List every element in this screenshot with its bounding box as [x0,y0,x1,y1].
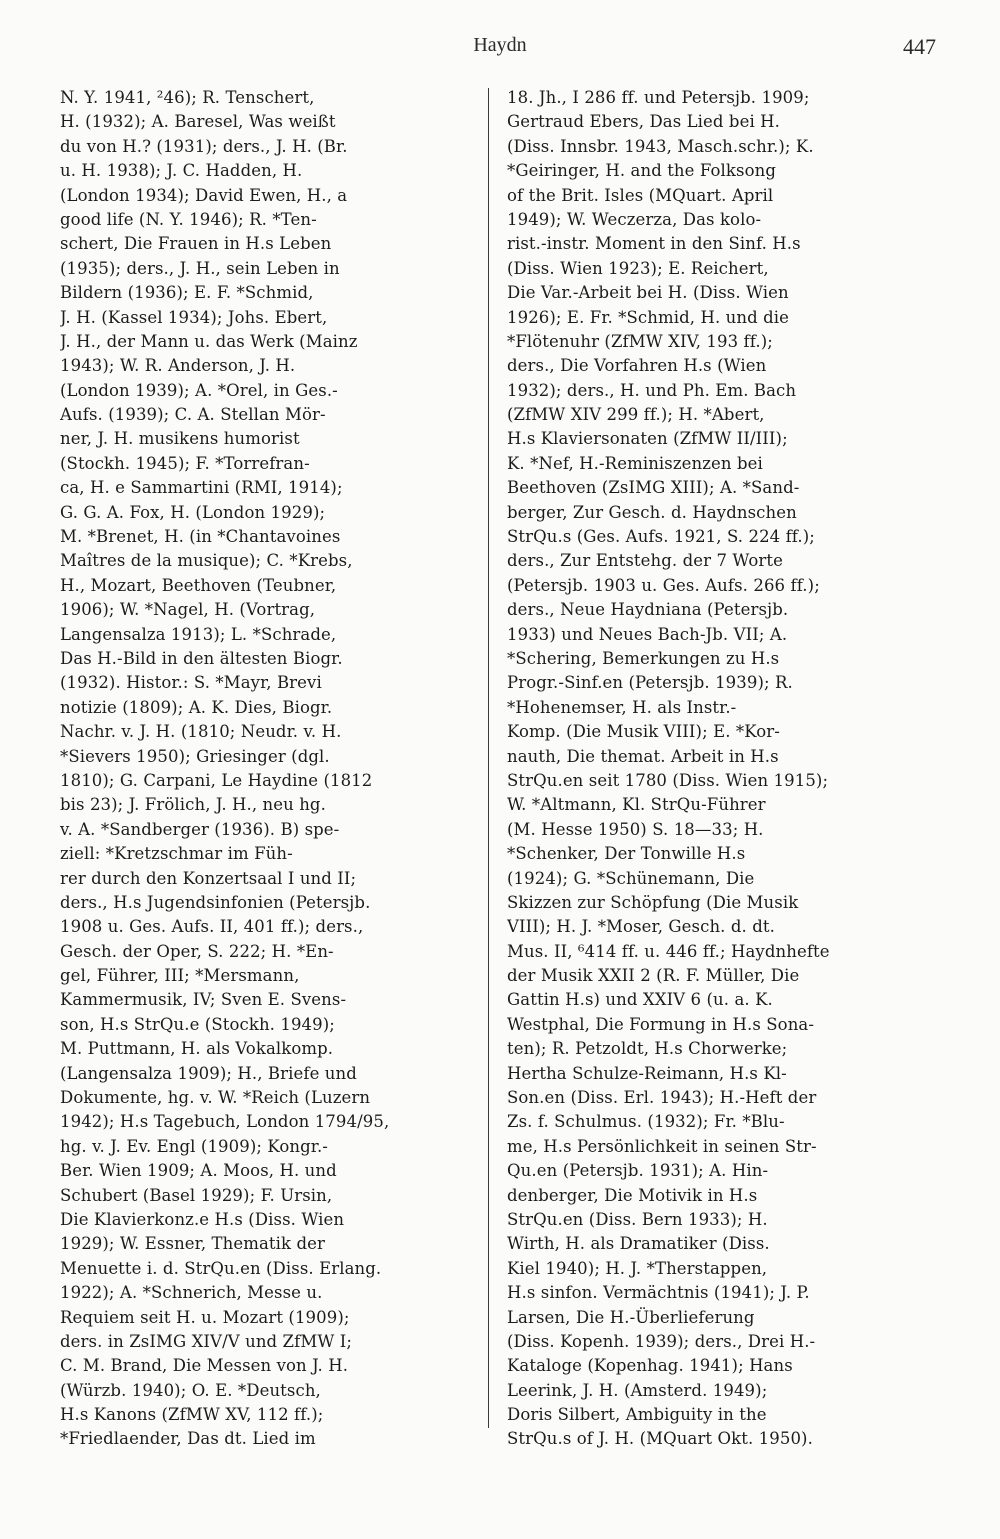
text-line: denberger, Die Motivik in H.s [507,1185,758,1205]
text-line: me, H.s Persönlichkeit in seinen Str- [507,1136,817,1156]
text-line: Kataloge (Kopenhag. 1941); Hans [507,1356,793,1376]
text-line: hg. v. J. Ev. Engl (1909); Kongr.- [60,1136,328,1156]
text-line: nauth, Die themat. Arbeit in H.s [507,746,779,766]
text-line: bis 23); J. Frölich, J. H., neu hg. [60,795,326,815]
text-line: Mus. II, ⁶414 ff. u. 446 ff.; Haydnhefte [507,941,830,961]
text-line: (Diss. Kopenh. 1939); ders., Drei H.- [507,1331,816,1351]
text-line: ders., H.s Jugendsinfonien (Petersjb. [60,892,371,912]
text-line: ders., Neue Haydniana (Petersjb. [507,600,789,620]
text-line: Kammermusik, IV; Sven E. Svens- [60,990,347,1010]
text-line: *Schering, Bemerkungen zu H.s [507,648,780,668]
text-line: VIII); H. J. *Moser, Gesch. d. dt. [507,917,775,937]
text-line: H. (1932); A. Baresel, Was weißt [60,112,336,132]
text-line: notizie (1809); A. K. Dies, Biogr. [60,697,333,717]
text-line: StrQu.s (Ges. Aufs. 1921, S. 224 ff.); [507,527,815,547]
text-line: N. Y. 1941, ²46); R. Tenschert, [60,88,315,107]
running-header: Haydn [473,34,527,56]
text-line: C. M. Brand, Die Messen von J. H. [60,1356,349,1376]
text-line: Doris Silbert, Ambiguity in the [507,1405,767,1425]
text-line: (ZfMW XIV 299 ff.); H. *Abert, [507,405,765,425]
text-line: H.s Kanons (ZfMW XV, 112 ff.); [60,1405,324,1425]
text-line: ders. in ZsIMG XIV/V und ZfMW I; [60,1331,352,1351]
text-line: (1924); G. *Schünemann, Die [507,868,755,888]
text-line: Zs. f. Schulmus. (1932); Fr. *Blu- [507,1112,785,1132]
text-line: (Würzb. 1940); O. E. *Deutsch, [60,1380,321,1400]
right-column [507,86,920,1452]
text-line: Bildern (1936); E. F. *Schmid, [60,283,314,303]
text-line: (1935); ders., J. H., sein Leben in [60,258,340,278]
text-line: of the Brit. Isles (MQuart. April [507,185,774,205]
text-line: Die Var.-Arbeit bei H. (Diss. Wien [507,283,789,303]
text-line: 1942); H.s Tagebuch, London 1794/95, [60,1112,390,1132]
text-line: ner, J. H. musikens humorist [60,429,300,449]
page-number: 447 [903,34,936,59]
text-line: 1922); A. *Schnerich, Messe u. [60,1283,323,1303]
text-line: Komp. (Die Musik VIII); E. *Kor- [507,722,780,742]
text-line: gel, Führer, III; *Mersmann, [60,966,300,986]
text-line: Larsen, Die H.-Überlieferung [507,1307,755,1327]
text-line: Langensalza 1913); L. *Schrade, [60,624,337,644]
left-column [60,86,473,1452]
text-line: Gesch. der Oper, S. 222; H. *En- [60,941,334,961]
text-line: Nachr. v. J. H. (1810; Neudr. v. H. [60,722,342,742]
text-line: H.s sinfon. Vermächtnis (1941); J. P. [507,1283,810,1303]
text-line: schert, Die Frauen in H.s Leben [60,234,332,254]
text-line: 1933) und Neues Bach-Jb. VII; A. [507,624,788,644]
text-line: ders., Zur Entstehg. der 7 Worte [507,551,783,571]
text-line: *Geiringer, H. and the Folksong [507,161,777,181]
text-line: 1926); E. Fr. *Schmid, H. und die [507,307,790,327]
text-line: M. Puttmann, H. als Vokalkomp. [60,1039,334,1059]
text-line: Son.en (Diss. Erl. 1943); H.-Heft der [507,1088,817,1108]
text-line: (1932). Histor.: S. *Mayr, Brevi [60,673,322,693]
text-line: son, H.s StrQu.e (Stockh. 1949); [60,1014,335,1034]
text-line: Qu.en (Petersjb. 1931); A. Hin- [507,1161,769,1181]
text-line: Das H.-Bild in den ältesten Biogr. [60,648,343,668]
text-line: 1932); ders., H. und Ph. Em. Bach [507,380,797,400]
text-line: 1929); W. Essner, Thematik der [60,1234,325,1254]
text-line: *Friedlaender, Das dt. Lied im [60,1429,316,1449]
text-line: *Flötenuhr (ZfMW XIV, 193 ff.); [507,331,773,351]
text-line: Ber. Wien 1909; A. Moos, H. und [60,1161,337,1181]
text-line: StrQu.en (Diss. Bern 1933); H. [507,1209,768,1229]
text-line: 1908 u. Ges. Aufs. II, 401 ff.); ders., [60,917,364,937]
text-line: 1949); W. Weczerza, Das kolo- [507,209,762,229]
text-line: 1943); W. R. Anderson, J. H. [60,356,296,376]
text-line: W. *Altmann, Kl. StrQu-Führer [507,795,766,815]
text-line: Leerink, J. H. (Amsterd. 1949); [507,1380,768,1400]
text-line: H., Mozart, Beethoven (Teubner, [60,575,337,595]
text-line: (Diss. Wien 1923); E. Reichert, [507,258,769,278]
text-line: rer durch den Konzertsaal I und II; [60,868,357,888]
text-line: *Sievers 1950); Griesinger (dgl. [60,746,330,766]
text-line: StrQu.s of J. H. (MQuart Okt. 1950). [507,1429,813,1449]
text-line: Aufs. (1939); C. A. Stellan Mör- [60,405,326,425]
text-line: M. *Brenet, H. (in *Chantavoines [60,527,341,547]
text-line: *Schenker, Der Tonwille H.s [507,844,746,864]
text-line: v. A. *Sandberger (1936). B) spe- [60,819,340,839]
text-line: Progr.-Sinf.en (Petersjb. 1939); R. [507,673,793,693]
text-line: G. G. A. Fox, H. (London 1929); [60,502,326,522]
text-line: (Petersjb. 1903 u. Ges. Aufs. 266 ff.); [507,575,820,595]
text-line: Schubert (Basel 1929); F. Ursin, [60,1185,333,1205]
text-line: Skizzen zur Schöpfung (Die Musik [507,892,799,912]
text-line: Die Klavierkonz.e H.s (Diss. Wien [60,1209,345,1229]
text-line: Gertraud Ebers, Das Lied bei H. [507,112,781,132]
column-divider [488,88,489,1428]
text-line: Gattin H.s) und XXIV 6 (u. a. K. [507,990,773,1010]
text-line: berger, Zur Gesch. d. Haydnschen [507,502,797,522]
text-line: H.s Klaviersonaten (ZfMW II/III); [507,429,788,449]
text-line: 1906); W. *Nagel, H. (Vortrag, [60,600,316,620]
text-line: ca, H. e Sammartini (RMI, 1914); [60,478,343,498]
text-line: 1810); G. Carpani, Le Haydine (1812 [60,770,373,790]
text-line: der Musik XXII 2 (R. F. Müller, Die [507,966,800,986]
text-line: Westphal, Die Formung in H.s Sona- [507,1014,815,1034]
text-line: *Hohenemser, H. als Instr.- [507,697,737,717]
text-line: (Langensalza 1909); H., Briefe und [60,1063,357,1083]
text-line: K. *Nef, H.-Reminiszenzen bei [507,453,763,473]
text-line: ziell: *Kretzschmar im Füh- [60,844,293,864]
text-line: Beethoven (ZsIMG XIII); A. *Sand- [507,478,800,498]
text-line: (London 1934); David Ewen, H., a [60,185,348,205]
text-line: du von H.? (1931); ders., J. H. (Br. [60,136,348,156]
text-line: Wirth, H. als Dramatiker (Diss. [507,1234,770,1254]
text-line: J. H. (Kassel 1934); Johs. Ebert, [60,307,328,327]
text-line: ten); R. Petzoldt, H.s Chorwerke; [507,1039,788,1059]
text-line: Menuette i. d. StrQu.en (Diss. Erlang. [60,1258,382,1278]
text-line: good life (N. Y. 1946); R. *Ten- [60,209,317,229]
text-line: (London 1939); A. *Orel, in Ges.- [60,380,338,400]
text-line: J. H., der Mann u. das Werk (Mainz [60,331,358,351]
text-line: Requiem seit H. u. Mozart (1909); [60,1307,350,1327]
text-line: u. H. 1938); J. C. Hadden, H. [60,161,303,181]
text-line: ders., Die Vorfahren H.s (Wien [507,356,767,376]
text-line: (Stockh. 1945); F. *Torrefran- [60,453,310,473]
text-line: 18. Jh., I 286 ff. und Petersjb. 1909; [507,88,810,107]
text-line: (M. Hesse 1950) S. 18—33; H. [507,819,764,839]
text-line: (Diss. Innsbr. 1943, Masch.schr.); K. [507,136,814,156]
text-line: Maîtres de la musique); C. *Krebs, [60,551,353,571]
text-line: Kiel 1940); H. J. *Therstappen, [507,1258,768,1278]
text-line: rist.-instr. Moment in den Sinf. H.s [507,234,801,254]
text-line: StrQu.en seit 1780 (Diss. Wien 1915); [507,770,829,790]
text-line: Dokumente, hg. v. W. *Reich (Luzern [60,1088,371,1108]
text-line: Hertha Schulze-Reimann, H.s Kl- [507,1063,787,1083]
